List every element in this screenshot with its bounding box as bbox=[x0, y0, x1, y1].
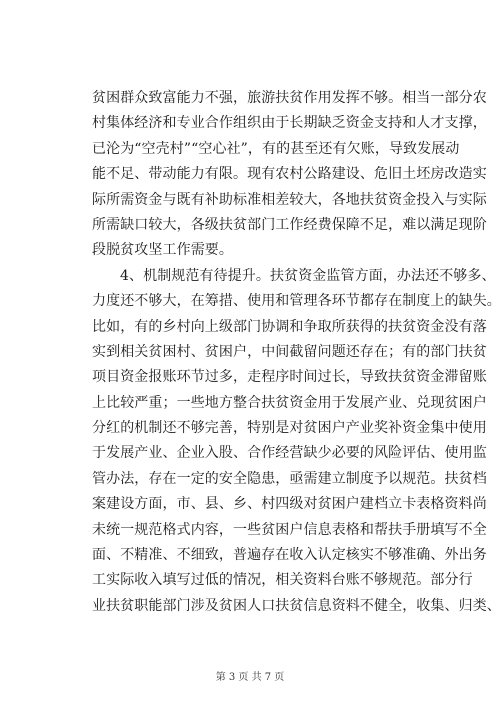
text-line: 已沦为“空壳村”“空心社”，有的甚至还有欠账，导致发展动 bbox=[92, 140, 460, 157]
text-line: 村集体经济和专业合作组织由于长期缺乏资金支持和人才支撑， bbox=[92, 115, 487, 132]
text-line: 分红的机制还不够完善，特别是对贫困户产业奖补资金集中使用 bbox=[92, 420, 487, 437]
text-line: 项目资金报账环节过多，走程序时间过长，导致扶贫资金滞留账 bbox=[92, 369, 487, 386]
text-line: 工实际收入填写过低的情况，相关资料台账不够规范。部分行 bbox=[92, 572, 473, 589]
text-line: 贫困群众致富能力不强，旅游扶贫作用发挥不够。相当一部分农 bbox=[92, 90, 487, 106]
text-line: 上比较严重；一些地方整合扶贫资金用于发展产业、兑现贫困户 bbox=[92, 394, 487, 411]
text-line: 力度还不够大，在筹措、使用和管理各环节都存在制度上的缺失。 bbox=[92, 293, 501, 310]
text-line: 未统一规范格式内容，一些贫困户信息表格和帮扶手册填写不全 bbox=[92, 521, 487, 538]
paragraph-start-line: 4、机制规范有待提升。扶贫资金监管方面，办法还不够多、 bbox=[120, 267, 496, 284]
text-line: 面、不精准、不细致，普遍存在收入认定核实不够准确、外出务 bbox=[92, 547, 487, 564]
page-number-footer: 第 3 页 共 7 页 bbox=[215, 672, 285, 683]
text-line: 实到相关贫困村、贫困户，中间截留问题还存在；有的部门扶贫 bbox=[92, 343, 487, 360]
text-line: 业扶贫职能部门涉及贫困人口扶贫信息资料不健全，收集、归类、 bbox=[92, 597, 501, 614]
document-body bbox=[92, 86, 501, 619]
text-line: 于发展产业、企业入股、合作经营缺少必要的风险评估、使用监 bbox=[92, 445, 487, 462]
text-line: 能不足、带动能力有限。现有农村公路建设、危旧土坯房改造实 bbox=[92, 166, 487, 183]
text-line: 比如，有的乡村向上级部门协调和争取所获得的扶贫资金没有落 bbox=[92, 318, 487, 335]
text-line: 际所需资金与既有补助标准相差较大，各地扶贫资金投入与实际 bbox=[92, 191, 487, 208]
text-line: 所需缺口较大，各级扶贫部门工作经费保障不足，难以满足现阶 bbox=[92, 216, 487, 233]
text-line: 案建设方面，市、县、乡、村四级对贫困户建档立卡表格资料尚 bbox=[92, 496, 487, 513]
text-line: 管办法，存在一定的安全隐患，亟需建立制度予以规范。扶贫档 bbox=[92, 470, 487, 487]
text-line: 段脱贫攻坚工作需要。 bbox=[92, 242, 233, 259]
